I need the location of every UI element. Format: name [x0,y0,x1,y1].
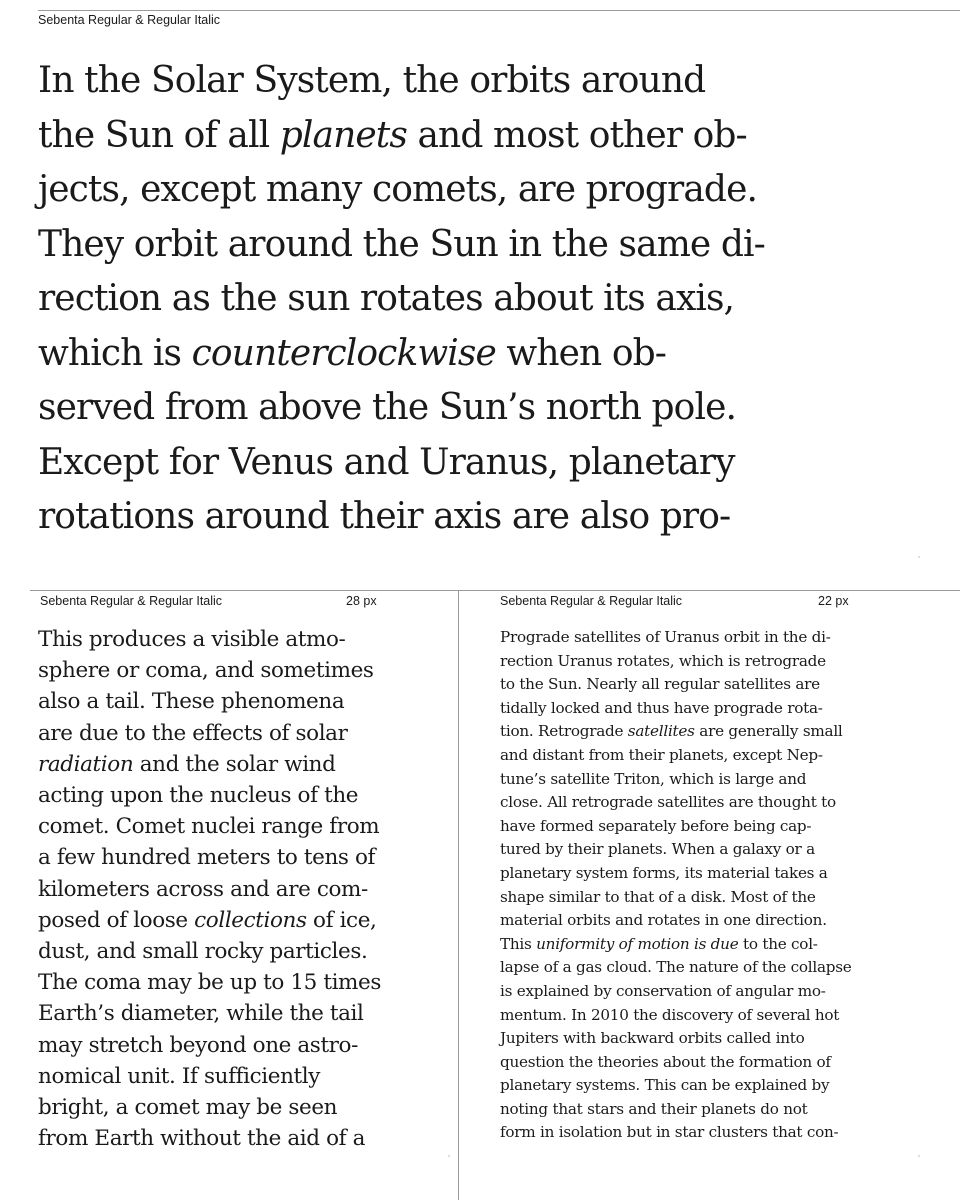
italic-run: uniformity of motion is due [536,934,739,953]
text-run: also a tail. These phenomena [38,689,345,715]
text-line [500,626,852,650]
text-run: tured by their planets. When a galaxy or a [500,840,815,859]
text-line [500,1004,852,1028]
text-line [38,272,765,327]
text-line [38,967,381,998]
text-run: from Earth without the aid of a [38,1126,366,1152]
text-run: rotations around their axis are also pro- [38,496,731,537]
text-line [38,218,765,273]
text-line [38,842,381,873]
text-run: to the col- [738,934,818,953]
left-size-label: 28 px [346,594,377,608]
text-run: which is [38,332,192,374]
text-run: acting upon the nucleus of the [38,783,359,809]
text-line [500,933,852,957]
text-line [500,791,852,815]
text-run: lapse of a gas cloud. The nature of the collapse [500,958,852,977]
right-size-label: 22 px [818,594,849,608]
text-line [38,54,765,109]
text-line [38,998,381,1029]
middle-divider [30,590,960,591]
text-line [38,874,381,905]
text-run: In the Solar System, the orbits around [38,60,706,101]
text-line [38,905,381,936]
text-run: They orbit around the Sun in the same di- [38,223,765,265]
text-run: form in isolation but in star clusters that con- [500,1123,839,1142]
top-specimen-label: Sebenta Regular & Regular Italic [38,13,221,27]
text-run: Prograde satellites of Uranus orbit in the di- [500,628,831,646]
text-run: Except for Venus and Uranus, planetary [38,441,735,483]
text-line [38,1061,381,1092]
text-line [38,655,381,686]
text-run: This [500,934,537,953]
text-line [38,936,381,967]
right-specimen-label: Sebenta Regular & Regular Italic [500,594,683,608]
text-run: when ob- [495,332,667,374]
italic-run: planets [279,114,407,156]
text-line [500,838,852,862]
text-run: a few hundred meters to tens of [38,845,376,871]
column-divider [458,590,459,1200]
text-line [500,1051,852,1075]
text-run: is explained by conservation of angular mo- [500,981,826,1000]
text-run: mentum. In 2010 the discovery of several hot [500,1005,840,1024]
text-line [38,163,765,218]
text-line [38,109,765,164]
text-run: material orbits and rotates in one direction. [500,911,827,930]
text-run: tune’s satellite Triton, which is large and [500,769,807,788]
text-run: rection as the sun rotates about its axis, [38,278,735,319]
corner-mark [448,1155,450,1157]
italic-run: satellites [627,722,695,741]
text-line [500,909,852,933]
text-line [38,624,381,655]
italic-run: counterclockwise [191,332,496,374]
text-run: of ice, [306,907,377,933]
text-run: tidally locked and thus have prograde rota- [500,698,823,717]
text-line [500,744,852,768]
text-run: Earth’s diameter, while the tail [38,1001,364,1027]
text-line [500,1121,852,1145]
text-line [500,980,852,1004]
text-run: kilometers across and are com- [38,876,368,902]
text-run: dust, and small rocky particles. [38,939,368,965]
italic-run: radiation [38,751,134,777]
text-line [38,436,765,491]
text-line [500,650,852,674]
left-specimen-text [38,624,381,1154]
text-line [500,1074,852,1098]
text-run: jects, except many comets, are prograde. [38,169,758,210]
text-line [38,1092,381,1123]
text-line [38,381,765,436]
top-specimen-text [38,54,765,545]
text-run: and most other ob- [406,114,747,156]
text-run: and distant from their planets, except Nep- [500,745,823,764]
text-run: posed of loose [38,907,195,933]
text-run: to the Sun. Nearly all regular satellites are [500,675,820,694]
corner-mark [918,556,920,558]
text-line [500,720,852,744]
text-line [38,1123,381,1154]
text-line [500,697,852,721]
italic-run: collections [194,907,307,933]
text-line [500,956,852,980]
text-line [500,768,852,792]
text-line [500,1098,852,1122]
text-run: shape similar to that of a disk. Most of the [500,887,816,906]
left-specimen-label: Sebenta Regular & Regular Italic [40,594,223,608]
text-run: The coma may be up to 15 times [38,970,381,996]
text-run: have formed separately before being cap- [500,816,812,835]
right-specimen-text [500,626,852,1145]
text-run: rection Uranus rotates, which is retrograde [500,651,826,670]
top-divider [38,10,960,11]
corner-mark [918,1155,920,1157]
text-line [38,811,381,842]
text-run: the Sun of all [38,114,280,156]
text-run: are generally small [694,722,843,741]
text-run: sphere or coma, and sometimes [38,658,374,684]
text-line [500,862,852,886]
text-line [500,815,852,839]
text-run: may stretch beyond one astro- [38,1032,358,1058]
text-line [500,673,852,697]
text-run: close. All retrograde satellites are thought to [500,793,836,812]
text-line [38,490,765,545]
text-run: planetary system forms, its material takes a [500,863,828,882]
text-line [38,749,381,780]
text-line [500,886,852,910]
text-run: This produces a visible atmo- [38,627,346,652]
text-run: bright, a comet may be seen [38,1095,338,1121]
text-run: planetary systems. This can be explained by [500,1076,830,1095]
text-line [38,718,381,749]
text-run: Jupiters with backward orbits called into [500,1029,805,1048]
text-line [38,1030,381,1061]
text-line [38,686,381,717]
text-run: and the solar wind [133,751,336,777]
text-run: served from above the Sun’s north pole. [38,387,737,428]
text-run: comet. Comet nuclei range from [38,814,380,840]
text-run: question the theories about the formation of [500,1052,831,1071]
text-line [500,1027,852,1051]
text-line [38,780,381,811]
text-run: are due to the effects of solar [38,720,348,746]
text-run: noting that stars and their planets do not [500,1099,808,1118]
text-run: nomical unit. If sufficiently [38,1063,321,1089]
text-line [38,327,765,382]
text-run: tion. Retrograde [500,722,628,741]
